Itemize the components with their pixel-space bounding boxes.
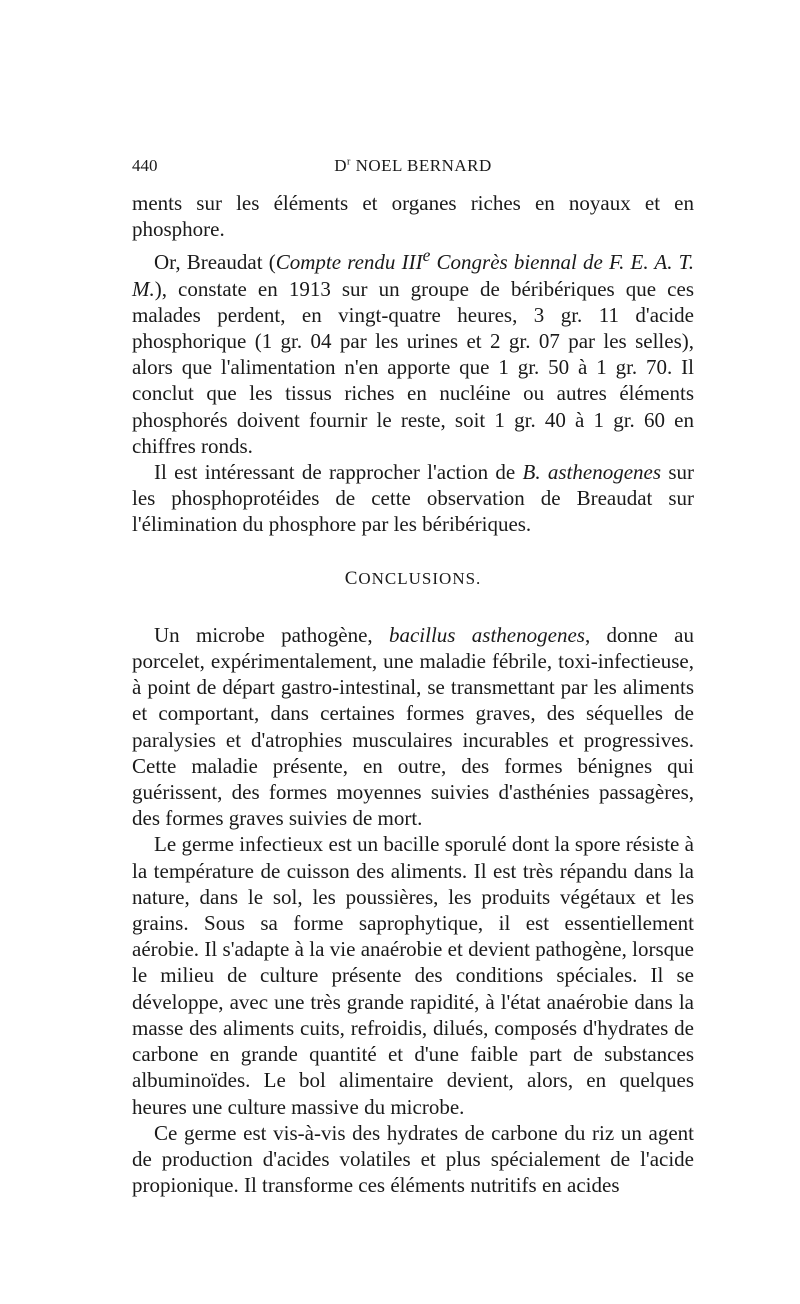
- body-text: [132, 190, 694, 1198]
- paragraph: [132, 622, 694, 832]
- page-number: 440: [132, 156, 158, 175]
- author-sup: r: [347, 156, 351, 168]
- citation-part: Congrès biennal de F. E. A. T. M.: [132, 250, 695, 301]
- species-name: bacillus asthenogenes: [388, 622, 585, 647]
- running-head: [132, 156, 694, 176]
- paragraph: Le germe infectieux est un bacille sporulé dont la spore résiste à la température de cuisson des aliments. Il est très répandu dans la nature, dans le sol, les poussières, les produits végétaux et les grains. Sous sa forme saprophytique, il est essentiellement aérobie. Il s'adapte à la vie anaérobie et devient pathogène, lorsque le milieu de culture présente des conditions spéciales. Il se développe, avec une très grande rapidité, à l'état anaérobie dans la masse des aliments cuits, refroidis, dilués, composés d'hydrates de carbone en grande quantité et d'une faible part de substances albuminoïdes. Le bol alimentaire devient, alors, en quelques heures une culture massive du microbe.: [132, 832, 694, 1119]
- paragraph-text: sur les phosphoprotéides de cette observation de Breaudat sur l'élimination du phosphore par les béribériques.: [132, 460, 694, 537]
- paragraph: ments sur les éléments et organes riches en noyaux et en phosphore.: [132, 191, 694, 242]
- citation-sup: e: [422, 245, 431, 266]
- section-title: [132, 566, 694, 592]
- paragraph-text: Or, Breaudat (: [154, 250, 276, 275]
- paragraph-text: Il est intéressant de rapprocher l'action de: [154, 460, 523, 485]
- paragraph: Ce germe est vis-à-vis des hydrates de carbone du riz un agent de production d'acides volatiles et plus spécialement de l'acide propionique. Il transforme ces éléments nutritifs en acides: [132, 1120, 694, 1198]
- section-title-rest: ONCLUSIONS.: [358, 568, 482, 588]
- citation-part: Compte rendu III: [275, 250, 423, 275]
- author-prefix: D: [334, 156, 347, 175]
- author-name: NOEL BERNARD: [350, 156, 492, 175]
- paragraph-text: Un microbe pathogène,: [154, 622, 389, 647]
- section-title-initial: C: [344, 567, 359, 589]
- paragraph-text: ), constate en 1913 sur un groupe de béribériques que ces malades perdent, en vingt-quatre heures, 3 gr. 11 d'acide phosphorique (1 gr. 04 par les urines et 2 gr. 07 par les selles), alors que l'alimentation n'en apporte que 1 gr. 50 à 1 gr. 70. Il conclut que les tissus riches en nucléine ou autres éléments phosphorés doivent fournir le reste, soit 1 gr. 40 à 1 gr. 60 en chiffres ronds.: [132, 276, 694, 458]
- paragraph: [132, 459, 694, 538]
- paragraph: [132, 242, 694, 459]
- paragraph-text: , donne au porcelet, expérimentalement, une maladie fébrile, toxi-infectieuse, à point de départ gastro-intestinal, se transmettant par les aliments et comportant, dans certaines formes graves, des séquelles de paralysies et d'atrophies musculaires incurables et progressives. Cette maladie présente, en outre, des formes bénignes qui guérissent, des formes moyennes suivies d'asthénies passagères, des formes graves suivies de mort.: [132, 622, 694, 831]
- species-name: B. asthenogenes: [522, 460, 662, 485]
- page-header: [132, 156, 694, 180]
